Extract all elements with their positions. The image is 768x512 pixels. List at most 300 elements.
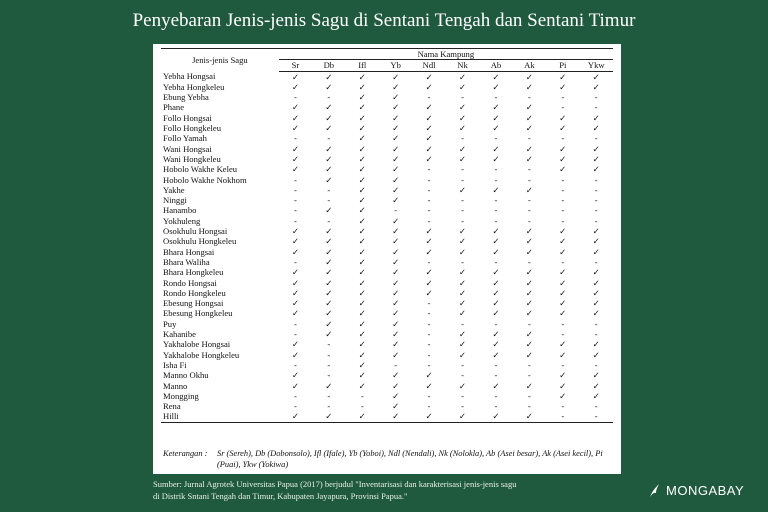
presence-cell: ✓ xyxy=(392,380,400,391)
presence-cell: ✓ xyxy=(291,112,300,123)
presence-cell: ✓ xyxy=(325,123,333,134)
presence-cell: ✓ xyxy=(525,112,533,123)
presence-cell: ✓ xyxy=(492,184,500,195)
sago-type-name: Ninggi xyxy=(163,195,187,206)
presence-cell: ✓ xyxy=(425,246,433,257)
presence-cell: ✓ xyxy=(325,81,333,92)
presence-cell: ✓ xyxy=(425,370,433,381)
presence-cell: ✓ xyxy=(592,123,600,134)
sago-type-name: Yakhalobe Hongkeleu xyxy=(163,349,240,360)
presence-cell: ✓ xyxy=(392,143,400,154)
table-row xyxy=(161,216,613,226)
presence-cell: ✓ xyxy=(592,298,600,309)
presence-cell: - xyxy=(494,195,498,206)
presence-cell: ✓ xyxy=(392,256,400,267)
presence-cell: - xyxy=(527,215,531,226)
table-row xyxy=(161,401,613,411)
table-row xyxy=(161,102,613,112)
presence-cell: ✓ xyxy=(392,339,400,350)
presence-cell: - xyxy=(427,195,431,206)
presence-cell: ✓ xyxy=(525,102,533,113)
row-header: Jenis-jenis Sagu xyxy=(161,49,279,72)
presence-cell: ✓ xyxy=(559,123,567,134)
presence-cell: - xyxy=(494,215,498,226)
presence-cell: ✓ xyxy=(392,184,400,195)
presence-cell: ✓ xyxy=(392,195,400,206)
sago-type-name: Follo Hongsai xyxy=(163,112,212,123)
presence-cell: - xyxy=(494,92,498,103)
presence-cell: ✓ xyxy=(291,236,300,247)
presence-cell: - xyxy=(327,195,331,206)
table-row xyxy=(161,319,613,329)
presence-cell: ✓ xyxy=(492,339,500,350)
presence-cell: - xyxy=(327,359,331,370)
sago-type-name: Bhara Hongsai xyxy=(163,246,215,257)
presence-cell: ✓ xyxy=(291,143,300,154)
presence-cell: ✓ xyxy=(325,267,333,278)
presence-cell: ✓ xyxy=(492,112,500,123)
presence-cell: ✓ xyxy=(525,287,533,298)
presence-cell: - xyxy=(427,256,431,267)
presence-cell: ✓ xyxy=(525,277,533,288)
presence-cell: - xyxy=(527,318,531,329)
presence-cell: ✓ xyxy=(358,71,366,82)
presence-cell: ✓ xyxy=(358,246,366,257)
presence-cell: ✓ xyxy=(358,256,366,267)
sago-type-name: Hobolo Wakhe Keleu xyxy=(163,164,238,175)
presence-cell: ✓ xyxy=(492,123,500,134)
presence-cell: - xyxy=(494,318,498,329)
presence-cell: ✓ xyxy=(425,267,433,278)
presence-cell: ✓ xyxy=(325,143,333,154)
presence-cell: - xyxy=(594,215,598,226)
presence-cell: ✓ xyxy=(358,205,366,216)
presence-cell: ✓ xyxy=(559,287,567,298)
sago-type-name: Yebha Hongkeleu xyxy=(163,81,225,92)
presence-cell: - xyxy=(527,92,531,103)
presence-cell: ✓ xyxy=(425,133,433,144)
presence-cell: ✓ xyxy=(458,339,467,350)
presence-cell: ✓ xyxy=(358,133,366,144)
brand-name: MONGABAY xyxy=(666,482,745,498)
presence-cell: - xyxy=(360,390,364,401)
presence-cell: ✓ xyxy=(358,123,366,134)
presence-cell: ✓ xyxy=(492,298,500,309)
presence-cell: - xyxy=(527,401,531,412)
sago-type-name: Hanambo xyxy=(163,205,197,216)
presence-cell: ✓ xyxy=(592,390,600,401)
presence-cell: ✓ xyxy=(291,164,300,175)
presence-cell: ✓ xyxy=(325,236,333,247)
presence-cell: ✓ xyxy=(559,267,567,278)
presence-cell: ✓ xyxy=(379,411,412,422)
presence-cell: - xyxy=(561,359,565,370)
presence-cell: - xyxy=(461,215,464,226)
sago-type-name: Manno xyxy=(163,380,188,391)
presence-cell: - xyxy=(294,184,297,195)
presence-cell: ✓ xyxy=(392,112,400,123)
presence-cell: - xyxy=(561,92,565,103)
presence-cell: ✓ xyxy=(325,153,333,164)
presence-cell: ✓ xyxy=(312,411,345,422)
table-row xyxy=(161,164,613,174)
table-row xyxy=(161,360,613,370)
presence-cell: - xyxy=(427,298,431,309)
presence-cell: - xyxy=(461,318,464,329)
source-line-1: Sumber: Jurnal Agrotek Universitas Papua (2017) berjudul "Inventarisasi dan karakterisasi jenis-jenis sagu xyxy=(153,479,517,489)
presence-cell: ✓ xyxy=(291,349,300,360)
presence-cell: ✓ xyxy=(392,329,400,340)
presence-cell: - xyxy=(294,359,297,370)
table-row xyxy=(161,133,613,143)
presence-cell: ✓ xyxy=(559,164,567,175)
presence-cell: ✓ xyxy=(458,71,467,82)
presence-cell: - xyxy=(294,215,297,226)
presence-cell: ✓ xyxy=(358,277,366,288)
presence-cell: ✓ xyxy=(525,184,533,195)
presence-cell: - xyxy=(461,174,464,185)
presence-cell: ✓ xyxy=(358,226,366,237)
presence-cell: ✓ xyxy=(492,277,500,288)
presence-cell: ✓ xyxy=(458,112,467,123)
presence-cell: - xyxy=(579,411,613,422)
presence-cell: ✓ xyxy=(325,287,333,298)
column-header: Nk xyxy=(446,60,479,71)
presence-cell: ✓ xyxy=(458,143,467,154)
presence-cell: - xyxy=(427,359,431,370)
presence-cell: - xyxy=(494,370,498,381)
presence-cell: ✓ xyxy=(392,92,400,103)
table-row xyxy=(161,144,613,154)
presence-cell: - xyxy=(427,329,431,340)
presence-cell: ✓ xyxy=(291,153,300,164)
presence-cell: ✓ xyxy=(358,81,366,92)
table-row xyxy=(161,113,613,123)
presence-cell: ✓ xyxy=(358,339,366,350)
presence-cell: ✓ xyxy=(392,153,400,164)
presence-cell: ✓ xyxy=(325,71,333,82)
sago-type-name: Wani Hongkeleu xyxy=(163,153,221,164)
presence-cell: - xyxy=(294,318,297,329)
presence-cell: ✓ xyxy=(525,267,533,278)
presence-cell: ✓ xyxy=(559,71,567,82)
presence-cell: ✓ xyxy=(592,226,600,237)
presence-cell: ✓ xyxy=(325,277,333,288)
presence-cell: - xyxy=(461,401,464,412)
presence-cell: ✓ xyxy=(458,226,467,237)
presence-cell: ✓ xyxy=(458,102,467,113)
presence-cell: ✓ xyxy=(358,380,366,391)
presence-cell: ✓ xyxy=(392,401,400,412)
presence-cell: ✓ xyxy=(392,277,400,288)
presence-cell: ✓ xyxy=(392,174,400,185)
presence-cell: ✓ xyxy=(358,184,366,195)
sago-type-name: Bhara Waliha xyxy=(163,256,210,267)
presence-cell: ✓ xyxy=(412,411,445,422)
source-line-2: di Distrik Sntani Tengah dan Timur, Kabupaten Jayapura, Provinsi Papua." xyxy=(153,491,408,501)
presence-cell: ✓ xyxy=(346,411,379,422)
sago-type-name: Rondo Hongsai xyxy=(163,277,217,288)
presence-cell: ✓ xyxy=(492,246,500,257)
presence-cell: ✓ xyxy=(492,143,500,154)
sago-type-name: Hobolo Wakhe Nokhom xyxy=(163,174,247,185)
presence-cell: ✓ xyxy=(458,267,467,278)
presence-cell: ✓ xyxy=(592,143,600,154)
presence-cell: - xyxy=(527,205,531,216)
presence-cell: ✓ xyxy=(291,339,300,350)
presence-cell: - xyxy=(561,195,565,206)
presence-cell: ✓ xyxy=(592,112,600,123)
presence-cell: ✓ xyxy=(525,246,533,257)
presence-cell: ✓ xyxy=(458,236,467,247)
presence-cell: - xyxy=(327,215,331,226)
presence-cell: ✓ xyxy=(358,298,366,309)
presence-cell: - xyxy=(360,401,364,412)
presence-cell: - xyxy=(461,92,464,103)
presence-cell: ✓ xyxy=(559,298,567,309)
presence-cell: ✓ xyxy=(358,308,366,319)
presence-cell: ✓ xyxy=(559,308,567,319)
presence-cell: ✓ xyxy=(392,390,400,401)
presence-cell: - xyxy=(527,133,531,144)
presence-cell: ✓ xyxy=(458,287,467,298)
presence-cell: - xyxy=(394,359,398,370)
presence-cell: ✓ xyxy=(458,246,467,257)
presence-cell: - xyxy=(327,184,331,195)
presence-cell: ✓ xyxy=(458,277,467,288)
presence-cell: ✓ xyxy=(325,226,333,237)
table-row xyxy=(161,329,613,339)
presence-cell: - xyxy=(294,256,297,267)
sago-type-name: Follo Hongkeleu xyxy=(163,123,222,134)
presence-cell: ✓ xyxy=(392,236,400,247)
presence-cell: - xyxy=(461,359,464,370)
presence-cell: ✓ xyxy=(492,102,500,113)
presence-cell: - xyxy=(461,205,464,216)
presence-cell: ✓ xyxy=(358,215,366,226)
presence-cell: ✓ xyxy=(592,267,600,278)
presence-cell: ✓ xyxy=(458,81,467,92)
table-row xyxy=(161,391,613,401)
presence-cell: ✓ xyxy=(291,308,300,319)
presence-cell: ✓ xyxy=(325,246,333,257)
presence-cell: ✓ xyxy=(559,390,567,401)
presence-cell: - xyxy=(594,174,598,185)
presence-cell: ✓ xyxy=(358,92,366,103)
presence-cell: ✓ xyxy=(392,133,400,144)
presence-cell: - xyxy=(561,133,565,144)
table-row xyxy=(161,92,613,102)
presence-cell: ✓ xyxy=(458,298,467,309)
brand-logo xyxy=(648,482,744,498)
presence-cell: ✓ xyxy=(358,102,366,113)
presence-cell: ✓ xyxy=(559,339,567,350)
presence-cell: ✓ xyxy=(525,329,533,340)
presence-cell: ✓ xyxy=(291,81,300,92)
presence-cell: - xyxy=(427,215,431,226)
presence-cell: ✓ xyxy=(592,349,600,360)
presence-cell: - xyxy=(327,390,331,401)
presence-cell: ✓ xyxy=(358,153,366,164)
presence-cell: ✓ xyxy=(325,164,333,175)
presence-cell: - xyxy=(594,256,598,267)
presence-cell: ✓ xyxy=(392,71,400,82)
table-row xyxy=(161,247,613,257)
presence-cell: ✓ xyxy=(559,143,567,154)
presence-cell: - xyxy=(594,184,598,195)
presence-cell: - xyxy=(394,205,398,216)
presence-cell: - xyxy=(494,256,498,267)
presence-cell: ✓ xyxy=(392,370,400,381)
presence-cell: - xyxy=(461,164,464,175)
presence-cell: ✓ xyxy=(559,81,567,92)
presence-cell: ✓ xyxy=(492,267,500,278)
presence-cell: ✓ xyxy=(392,123,400,134)
presence-cell: - xyxy=(494,174,498,185)
presence-cell: ✓ xyxy=(592,246,600,257)
table-row xyxy=(161,123,613,133)
table-row xyxy=(161,71,613,82)
presence-cell: ✓ xyxy=(559,112,567,123)
presence-cell: - xyxy=(527,164,531,175)
presence-cell: ✓ xyxy=(291,287,300,298)
presence-cell: ✓ xyxy=(392,81,400,92)
presence-cell: - xyxy=(294,195,297,206)
presence-cell: ✓ xyxy=(291,246,300,257)
presence-cell: ✓ xyxy=(425,102,433,113)
presence-cell: ✓ xyxy=(358,287,366,298)
presence-cell: ✓ xyxy=(592,339,600,350)
column-header: Ndl xyxy=(412,60,445,71)
presence-cell: ✓ xyxy=(559,349,567,360)
presence-cell: ✓ xyxy=(592,164,600,175)
presence-cell: - xyxy=(594,205,598,216)
presence-cell: - xyxy=(427,164,431,175)
presence-cell: ✓ xyxy=(525,123,533,134)
presence-cell: - xyxy=(294,92,297,103)
presence-cell: - xyxy=(561,256,565,267)
presence-cell: - xyxy=(494,359,498,370)
sago-type-name: Ebesung Hongkeleu xyxy=(163,308,233,319)
presence-cell: ✓ xyxy=(559,246,567,257)
sago-type-name: Yebha Hongsai xyxy=(163,71,216,82)
presence-cell: - xyxy=(494,133,498,144)
table-row xyxy=(161,411,613,422)
table-row xyxy=(161,350,613,360)
presence-cell: - xyxy=(561,401,565,412)
table-row xyxy=(161,370,613,380)
presence-cell: ✓ xyxy=(358,349,366,360)
presence-cell: ✓ xyxy=(358,143,366,154)
presence-cell: - xyxy=(494,205,498,216)
sago-type-name: Isha Fi xyxy=(163,359,187,370)
sago-type-name: Manno Okhu xyxy=(163,370,209,381)
presence-cell: - xyxy=(527,359,531,370)
presence-cell: - xyxy=(527,174,531,185)
presence-cell: ✓ xyxy=(492,380,500,391)
presence-cell: ✓ xyxy=(358,318,366,329)
presence-cell: ✓ xyxy=(425,236,433,247)
presence-cell: ✓ xyxy=(392,308,400,319)
sago-type-name: Ebesung Hongsai xyxy=(163,298,224,309)
presence-cell: - xyxy=(427,349,431,360)
presence-cell: - xyxy=(594,92,598,103)
presence-cell: - xyxy=(594,133,598,144)
presence-cell: ✓ xyxy=(492,349,500,360)
presence-cell: - xyxy=(327,401,331,412)
page-title: Penyebaran Jenis-jenis Sagu di Sentani Tengah dan Sentani Timur xyxy=(132,10,636,31)
legend-text: Sr (Sereh), Db (Dobonsolo), Ifl (Ifale), Yb (Yoboi), Ndl (Nendali), Nk (Nolokla), Ab (Asei besar), Ak (Asei kecil), Pi (Puai), Ykw (Yokiwa) xyxy=(217,449,603,469)
presence-cell: - xyxy=(561,329,565,340)
presence-cell: ✓ xyxy=(392,215,400,226)
table-row xyxy=(161,154,613,164)
presence-cell: ✓ xyxy=(592,277,600,288)
table-row xyxy=(161,288,613,298)
presence-cell: - xyxy=(594,359,598,370)
presence-cell: ✓ xyxy=(291,277,300,288)
source-caption xyxy=(153,478,573,502)
table-row xyxy=(161,257,613,267)
table-row xyxy=(161,339,613,349)
presence-cell: ✓ xyxy=(458,349,467,360)
presence-cell: - xyxy=(546,411,579,422)
presence-cell: ✓ xyxy=(291,380,300,391)
presence-cell: - xyxy=(461,390,464,401)
presence-cell: ✓ xyxy=(291,267,300,278)
presence-cell: ✓ xyxy=(291,71,300,82)
column-header: Ifl xyxy=(346,60,379,71)
presence-cell: - xyxy=(594,102,598,113)
presence-cell: - xyxy=(294,174,297,185)
presence-cell: ✓ xyxy=(291,102,300,113)
presence-cell: - xyxy=(427,205,431,216)
presence-cell: ✓ xyxy=(446,411,479,422)
presence-cell: ✓ xyxy=(358,359,366,370)
presence-cell: ✓ xyxy=(425,226,433,237)
presence-cell: ✓ xyxy=(492,287,500,298)
presence-cell: - xyxy=(294,401,297,412)
column-header: Yb xyxy=(379,60,412,71)
presence-cell: ✓ xyxy=(592,153,600,164)
presence-cell: ✓ xyxy=(392,267,400,278)
presence-cell: ✓ xyxy=(325,112,333,123)
sago-type-name: Bhara Hongkeleu xyxy=(163,267,224,278)
presence-cell: - xyxy=(561,318,565,329)
presence-cell: ✓ xyxy=(559,380,567,391)
sago-type-name: Yakhalobe Hongsai xyxy=(163,339,231,350)
sago-type-name: Wani Hongsai xyxy=(163,143,212,154)
presence-cell: - xyxy=(594,195,598,206)
presence-cell: ✓ xyxy=(592,236,600,247)
presence-cell: - xyxy=(494,164,498,175)
presence-cell: - xyxy=(494,390,498,401)
table-row xyxy=(161,278,613,288)
presence-cell: ✓ xyxy=(513,411,546,422)
presence-cell: ✓ xyxy=(425,153,433,164)
sago-type-name: Yokhuleng xyxy=(163,215,201,226)
presence-cell: ✓ xyxy=(358,329,366,340)
presence-cell: - xyxy=(461,195,464,206)
presence-cell: ✓ xyxy=(358,267,366,278)
presence-cell: ✓ xyxy=(525,380,533,391)
presence-cell: ✓ xyxy=(358,174,366,185)
presence-cell: - xyxy=(427,174,431,185)
presence-cell: ✓ xyxy=(525,236,533,247)
presence-cell: ✓ xyxy=(525,153,533,164)
legend-label: Keterangan : xyxy=(163,449,208,458)
presence-cell: ✓ xyxy=(425,380,433,391)
presence-cell: ✓ xyxy=(358,370,366,381)
